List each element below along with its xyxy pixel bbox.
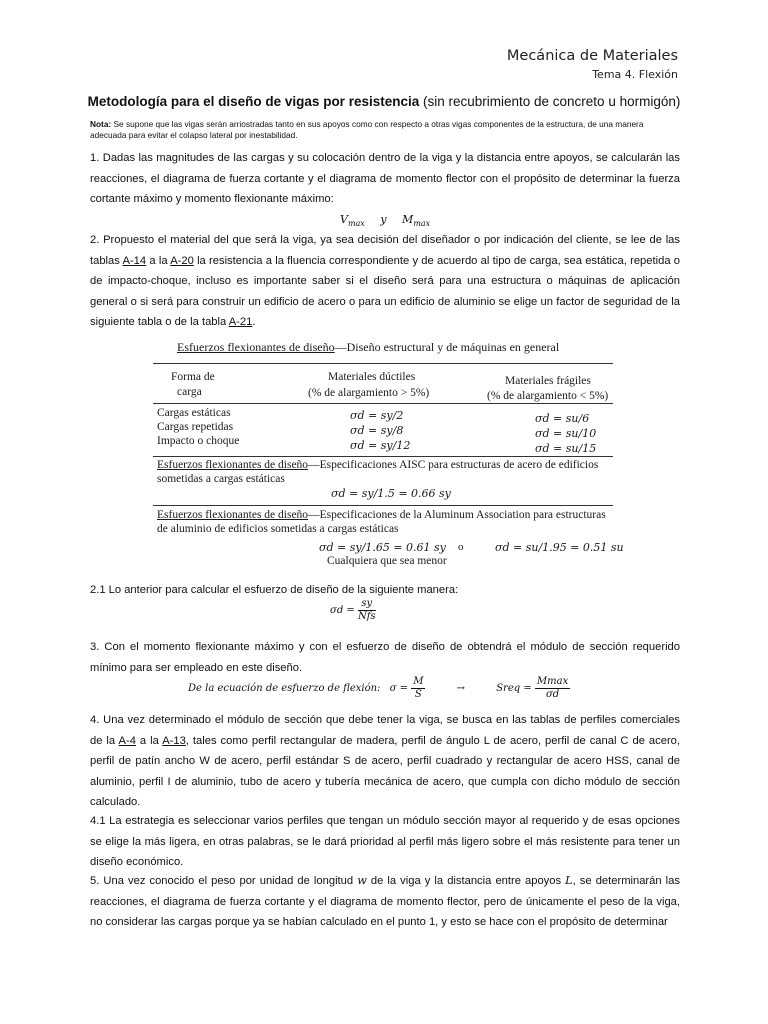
eq-v: V bbox=[340, 213, 348, 226]
col3-header-2: (% de alargamiento < 5%) bbox=[487, 390, 609, 402]
row-static-brittle: σd = su/6 bbox=[535, 412, 590, 425]
row-label-repeated: Cargas repetidas bbox=[157, 421, 234, 433]
eq3-label: De la ecuación de esfuerzo de flexión: bbox=[188, 683, 381, 694]
header-subject: Mecánica de Materiales bbox=[506, 48, 678, 64]
p5-text-b: de la viga y la distancia entre apoyos bbox=[366, 875, 566, 887]
p2-text-d: . bbox=[252, 316, 256, 328]
eq-v-sub: max bbox=[347, 219, 365, 229]
eq3-sigma: σ = bbox=[389, 683, 408, 694]
col1-header-2: carga bbox=[177, 386, 202, 398]
aisc-equation: σd = sy/1.5 = 0.66 sy bbox=[331, 487, 451, 500]
table-title-1 bbox=[177, 340, 559, 355]
table-title-1-rest: —Diseño estructural y de máquinas en general bbox=[334, 340, 560, 354]
eq-m-sub: max bbox=[413, 219, 431, 229]
alu-whichever-lower: Cualquiera que sea menor bbox=[327, 555, 447, 567]
link-table-a14[interactable]: A-14 bbox=[122, 254, 147, 267]
row-label-impact: Impacto o choque bbox=[157, 435, 240, 447]
col2-header-2: (% de alargamiento > 5%) bbox=[308, 387, 430, 399]
link-table-a20[interactable]: A-20 bbox=[170, 254, 194, 267]
p2-text-a: 2. Propuesto el material del que será la viga, ya sea decisión del diseñador o por indicación del cliente, se lee de las tablas bbox=[90, 234, 680, 267]
alu-equation-2: σd = su/1.95 = 0.51 su bbox=[495, 541, 624, 554]
row-repeated-ductile: σd = sy/8 bbox=[350, 424, 404, 437]
table-rule-header bbox=[153, 403, 613, 404]
aisc-title-u: Esfuerzos flexionantes de diseño bbox=[157, 459, 309, 471]
alu-equation-1: σd = sy/1.65 = 0.61 sy bbox=[319, 541, 446, 554]
link-table-a21[interactable]: A-21 bbox=[228, 316, 253, 328]
eq3-sreq: Sreq = bbox=[496, 683, 532, 694]
aisc-title-rest: —Especificaciones AISC para estructuras de acero de edificios bbox=[308, 459, 599, 471]
eq3-num1: M bbox=[413, 676, 424, 687]
paragraph-3: 3. Con el momento flexionante máximo y con el esfuerzo de diseño de obtendrá el módulo de sección requerido mínimo para ser empleado en este diseño. bbox=[90, 641, 680, 674]
col1-header-1: Forma de bbox=[171, 371, 215, 383]
equation-section-modulus bbox=[188, 676, 570, 701]
aisc-title bbox=[157, 459, 598, 471]
equation-design-stress bbox=[330, 598, 376, 623]
eq-y: y bbox=[380, 213, 387, 226]
title-rest: (sin recubrimiento de concreto u hormigón) bbox=[419, 94, 681, 109]
link-table-a4[interactable]: A-4 bbox=[118, 734, 136, 747]
p5-text-a: 5. Una vez conocido el peso por unidad de longitud bbox=[90, 875, 358, 887]
eq3-den2: σd bbox=[545, 689, 560, 700]
row-impact-brittle: σd = su/15 bbox=[535, 442, 597, 455]
alu-title-rest: —Especificaciones de la Aluminum Association para estructuras bbox=[308, 509, 606, 521]
eq3-fraction-1 bbox=[411, 676, 425, 701]
note-text: Se supone que las vigas serán arriostradas tanto en sus apoyos como con respecto a otras vigas componentes de la estructura, de una manera adecuada para evitar el colapso lateral por inestabilidad. bbox=[90, 119, 644, 140]
p2-text-c: la resistencia a la fluencia correspondiente y de acuerdo al tipo de carga, sea estática, repetida o de impacto-choque, incluso es importante saber si el diseño será para una estructura o máquinas de aplicación general o si será para construir un edificio de acero o para un edificio de aluminio se elige un factor de seguridad de la siguiente tabla o de la tabla bbox=[90, 254, 681, 328]
p4-text-b: a la bbox=[135, 734, 163, 747]
row-label-static: Cargas estáticas bbox=[157, 407, 231, 419]
title-bold: Metodología para el diseño de vigas por resistencia bbox=[87, 94, 420, 109]
eq2-fraction bbox=[358, 598, 376, 623]
header-topic: Tema 4. Flexión bbox=[592, 68, 678, 81]
p4-text-a: 4. Una vez determinado el módulo de sección que debe tener la viga, se busca en las tablas de perfiles comerciales de la bbox=[90, 714, 680, 747]
page-title bbox=[0, 94, 768, 109]
col2-header-1: Materiales dúctiles bbox=[328, 371, 416, 383]
table-rule-mid bbox=[153, 456, 613, 457]
alu-or: o bbox=[458, 541, 464, 553]
eq3-fraction-2 bbox=[535, 676, 570, 701]
eq3-arrow: → bbox=[456, 683, 466, 694]
table-rule-lower bbox=[153, 505, 613, 506]
paragraph-5 bbox=[90, 871, 680, 933]
row-static-ductile: σd = sy/2 bbox=[350, 409, 404, 422]
table-rule-top bbox=[153, 363, 613, 364]
paragraph-4 bbox=[90, 710, 680, 813]
p5-w: w bbox=[357, 874, 367, 887]
note-paragraph bbox=[90, 119, 680, 141]
eq3-den1: S bbox=[414, 689, 422, 700]
eq2-den: Nfs bbox=[357, 611, 376, 622]
design-stress-table bbox=[153, 335, 624, 571]
eq-m: M bbox=[402, 213, 414, 226]
table-title-1-u: Esfuerzos flexionantes de diseño bbox=[177, 340, 335, 354]
p5-L: L bbox=[565, 874, 573, 887]
note-label: Nota: bbox=[90, 119, 112, 129]
p4-text-c: , tales como perfil rectangular de madera, perfil de ángulo L de acero, perfil de canal C de acero, perfil de patín ancho W de acero, perfil estándar S de acero, perfil cuadrado y rectangular de acero HSS, canal de aluminio, perfil I de aluminio, tubo de acero y tubería mecánica de acero, que cumpla con dicho módulo de sección calculado. bbox=[90, 734, 681, 808]
paragraph-2-1: 2.1 Lo anterior para calcular el esfuerzo de diseño de la siguiente manera: bbox=[90, 584, 459, 596]
paragraph-4-1: 4.1 La estrategia es seleccionar varios perfiles que tengan un módulo sección mayor al requerido y de esas opciones se elige la más ligera, en otras palabras, se le dará prioridad al perfil más ligero sobre el más resistente para tener un diseño económico. bbox=[90, 815, 680, 868]
aisc-line2: sometidas a cargas estáticas bbox=[157, 473, 285, 485]
equation-vmax-mmax bbox=[340, 213, 430, 228]
paragraph-2 bbox=[90, 230, 680, 333]
paragraph-1: 1. Dadas las magnitudes de las cargas y su colocación dentro de la viga y la distancia entre apoyos, se calcularán las reacciones, el diagrama de fuerza cortante y el diagrama de momento flector con el propósito de determinar la fuerza cortante máximo y momento flexionante máximo: bbox=[90, 152, 680, 205]
link-table-a13[interactable]: A-13 bbox=[162, 734, 186, 747]
row-repeated-brittle: σd = su/10 bbox=[535, 427, 597, 440]
eq2-lhs: σd = bbox=[330, 605, 355, 616]
alu-title-u: Esfuerzos flexionantes de diseño bbox=[157, 509, 309, 521]
col3-header-1: Materiales frágiles bbox=[505, 375, 591, 387]
alu-title bbox=[157, 509, 606, 521]
eq3-num2: Mmax bbox=[536, 676, 569, 687]
eq2-num: sy bbox=[358, 598, 376, 611]
p5-text-c: , se determinarán las reacciones, el diagrama de fuerza cortante y el diagrama de momento flector, pero de únicamente el peso de la viga, no considerar las cargas porque ya se habían calculado en el punto 1, y esto se hace con el propósito de determinar bbox=[90, 875, 680, 928]
p2-text-b: a la bbox=[146, 254, 171, 267]
row-impact-ductile: σd = sy/12 bbox=[350, 439, 411, 452]
alu-line2: de aluminio de edificios sometidas a cargas estáticas bbox=[157, 523, 399, 535]
